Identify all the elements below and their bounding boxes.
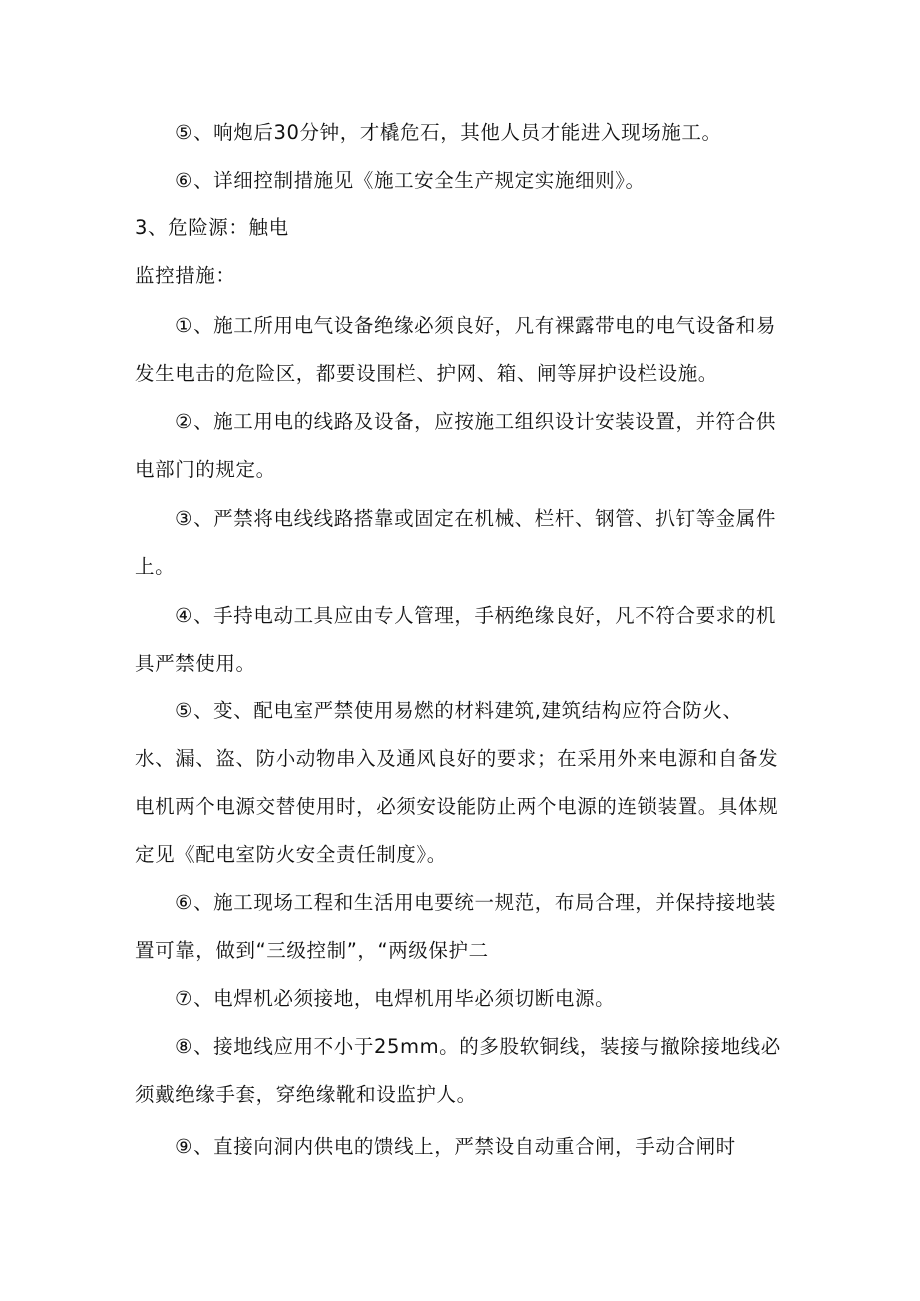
text-line-2: ⑥、详细控制措施见《施工安全生产规定实施细则》。 xyxy=(175,169,646,192)
text-line-8: 电部门的规定。 xyxy=(135,458,276,481)
text-line-21: 须戴绝缘手套，穿绝缘靴和设监护人。 xyxy=(135,1083,477,1106)
text-line-14: 水、漏、盗、防小动物串入及通风良好的要求；在采用外来电源和自备发 xyxy=(135,747,779,770)
text-line-10: 上。 xyxy=(135,555,176,578)
text-line-17: ⑥、施工现场工程和生活用电要统一规范，布局合理，并保持接地装 xyxy=(175,891,776,914)
text-line-12: 具严禁使用。 xyxy=(135,652,256,675)
text-line-11: ④、手持电动工具应由专人管理，手柄绝缘良好，凡不符合要求的机 xyxy=(175,604,776,627)
text-line-16: 定见《配电室防火安全责任制度》。 xyxy=(135,843,447,866)
text-line-6: 发生电击的危险区，都要设围栏、护网、箱、闸等屏护设栏设施。 xyxy=(135,362,718,385)
text-line-15: 电机两个电源交替使用时，必须安设能防止两个电源的连锁装置。具体规 xyxy=(135,795,779,818)
text-line-22: ⑨、直接向洞内供电的馈线上，严禁设自动重合闸，手动合闸时 xyxy=(175,1135,736,1158)
text-line-19: ⑦、电焊机必须接地，电焊机用毕必须切断电源。 xyxy=(175,987,616,1010)
text-line-18: 置可靠，做到“三级控制”，“两级保护二 xyxy=(135,939,489,962)
text-line-20: ⑧、接地线应用不小于25mm。的多股软铜线，装接与撤除接地线必 xyxy=(175,1035,781,1058)
text-line-7: ②、施工用电的线路及设备，应按施工组织设计安装设置，并符合供 xyxy=(175,410,776,433)
section-heading: 3、危险源：触电 xyxy=(135,216,289,239)
text-line-9: ③、严禁将电线线路搭靠或固定在机械、栏杆、钢管、扒钉等金属件 xyxy=(175,507,776,530)
text-line-13: ⑤、变、配电室严禁使用易燃的材料建筑,建筑结构应符合防火、 xyxy=(175,699,743,722)
subheading: 监控措施： xyxy=(135,264,236,287)
text-line-5: ①、施工所用电气设备绝缘必须良好，凡有裸露带电的电气设备和易 xyxy=(175,314,776,337)
text-line-1: ⑤、响炮后30分钟，才橇危石，其他人员才能进入现场施工。 xyxy=(175,121,722,144)
